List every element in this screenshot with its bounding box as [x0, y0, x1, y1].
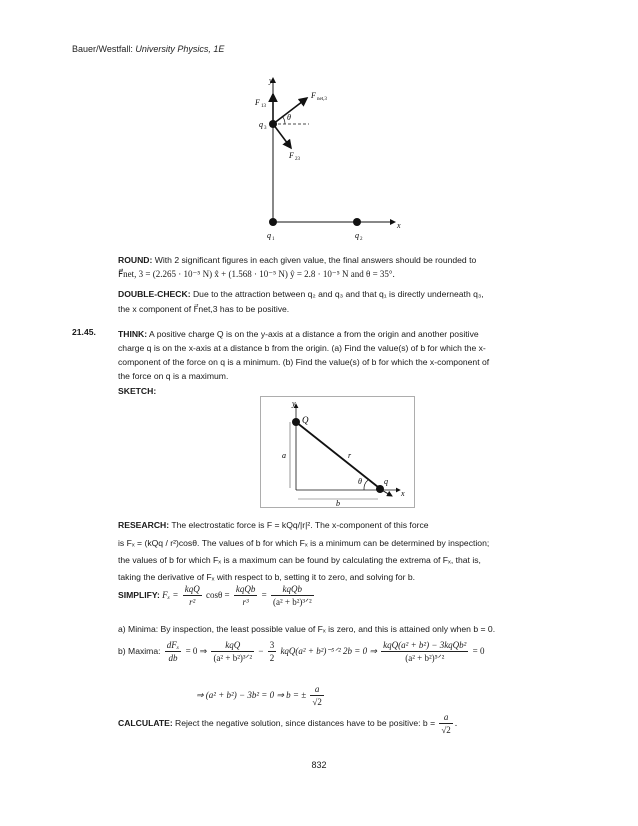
- simplify-equation: SIMPLIFY: Fₓ = $\frac{\text{kqQ}}{\text{r²}}$ cosθ = $\frac{\text{kqQb}}{\text{r³}}$ = $\frac{\text{kqQb}}{\text{(a² + b²)³ᐟ²}}$: [118, 584, 312, 607]
- think-line1: THINK: A positive charge Q is on the y-axis at a distance a from the origin and another positive: [118, 329, 479, 339]
- sketch-label: SKETCH:: [118, 386, 157, 396]
- fnet-label: F: [311, 91, 316, 100]
- theta-label: θ: [358, 477, 362, 486]
- round-paragraph: ROUND: With 2 significant figures in each given value, the final answers should be rounded to: [118, 255, 477, 265]
- force-diagram-figure: [245, 72, 405, 247]
- y-axis-label: y: [292, 399, 296, 408]
- charge-sketch-figure: [260, 396, 415, 508]
- y-axis-label: y: [269, 76, 273, 85]
- problem-number: 21.45.: [72, 327, 96, 337]
- Q-label: Q: [302, 415, 309, 425]
- think-line2: charge q is on the x-axis at a distance b from the origin. (a) Find the value(s) of b for which the x-: [118, 343, 486, 353]
- research-line3: the values of b for which Fₓ is a maximum can be found by calculating the extrema of Fₓ, that is,: [118, 555, 481, 565]
- round-equation: F⃗net, 3 = (2.265 · 10⁻⁵ N) x̂ + (1.568 · 10⁻⁵ N) ŷ = 2.8 · 10⁻⁵ N and θ = 35°.: [118, 269, 395, 279]
- research-line4: taking the derivative of Fₓ with respect to b, setting it to zero, and solving for b.: [118, 572, 416, 582]
- q3-sub: 3: [264, 126, 267, 131]
- a-label: a: [282, 451, 286, 460]
- double-check-paragraph: DOUBLE-CHECK: Due to the attraction between q₂ and q₃ and that q₁ is directly underneath q₃,: [118, 289, 484, 299]
- minima-line: a) Minima: By inspection, the least possible value of Fₓ is zero, and this is attained only when b = 0.: [118, 624, 496, 634]
- q3-label: q: [259, 120, 263, 129]
- f13-label: F: [255, 98, 260, 107]
- think-line4: the force on q is a maximum.: [118, 371, 229, 381]
- research-line2: is Fₓ = (kQq / r²)cosθ. The values of b for which Fₓ is a minimum can be determined by inspection;: [118, 538, 490, 548]
- q1-sub: 1: [272, 237, 275, 242]
- f13-sub: 13: [261, 104, 266, 109]
- b-label: b: [336, 499, 340, 508]
- maxima-solution: ⇒ (a² + b²) − 3b² = 0 ⇒ b = ± $\frac{a}{√2}$: [196, 684, 322, 707]
- x-axis-label: x: [401, 489, 405, 498]
- double-check-line2: the x component of F⃗net,3 has to be positive.: [118, 304, 290, 314]
- f23-sub: 23: [295, 157, 300, 162]
- f23-label: F: [289, 151, 294, 160]
- r-label: r: [348, 451, 352, 460]
- fnet-sub: net,3: [317, 97, 327, 102]
- page-number: 832: [311, 760, 327, 770]
- think-line3: component of the force on q is a minimum. (b) Find the value(s) of b for which the x-component of: [118, 357, 490, 367]
- q2-label: q: [355, 231, 359, 240]
- running-header: Bauer/Westfall: University Physics, 1E: [72, 44, 225, 54]
- q1-label: q: [267, 231, 271, 240]
- calculate-line: CALCULATE: Reject the negative solution, since distances have to be positive: b = $\frac{a}{√2}$ .: [118, 712, 458, 735]
- theta-label: θ: [287, 113, 291, 122]
- q-label: q: [384, 477, 388, 486]
- q2-sub: 2: [360, 237, 363, 242]
- research-line1: RESEARCH: The electrostatic force is F = kQq/|r|². The x-component of this force: [118, 520, 429, 530]
- x-axis-label: x: [397, 221, 401, 230]
- maxima-equation: b) Maxima: $\frac{\text{dFₓ}}{db}$ = 0 ⇒ $\frac{\text{kqQ}}{\text{(a² + b²)³ᐟ²}}$ − $\frac{3}{2}$ kqQ(a² + b²)⁻⁵ᐟ² 2b = 0 ⇒ $\frac{\text{kqQ(a² + b²) − 3kqQb²}}{\text{(a² + b²)⁵ᐟ²}}$ = 0: [118, 640, 485, 663]
